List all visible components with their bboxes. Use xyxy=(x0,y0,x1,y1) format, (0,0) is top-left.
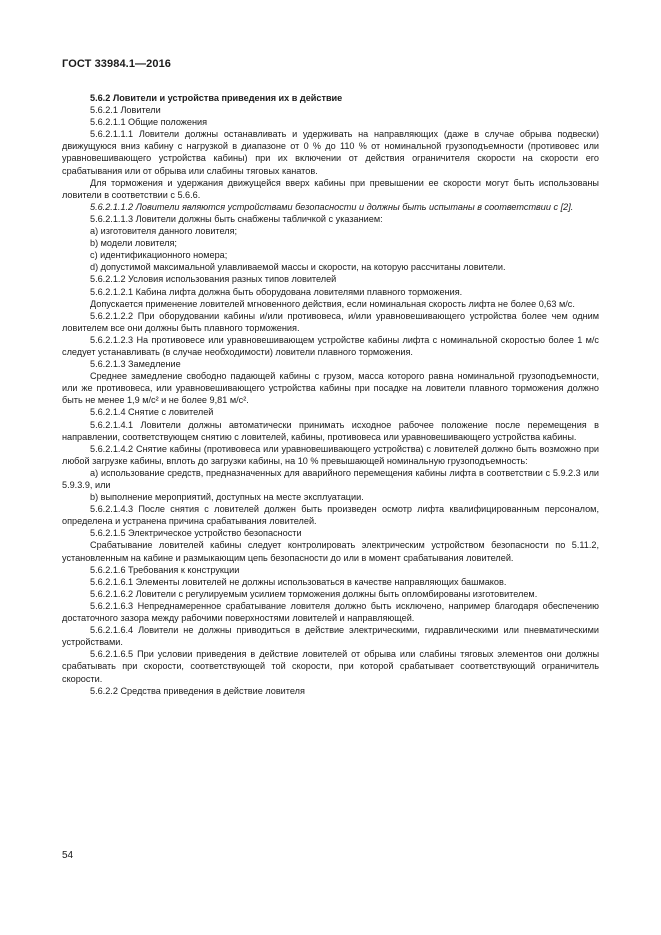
paragraph: a) изготовителя данного ловителя; xyxy=(90,226,238,237)
paragraph: Срабатывание ловителей кабины следует контролировать электрическим устройством безопасности по 5.11.2, установленным на кабине и размыкающим цепь безопасности до или в момент срабатывания ловителей. xyxy=(62,540,599,563)
paragraph: 5.6.2.1.5 Электрическое устройство безопасности xyxy=(90,528,302,539)
paragraph: 5.6.2.1.6.4 Ловители не должны приводиться в действие электрическими, гидравлическими или пневматическими устройствами. xyxy=(62,625,599,648)
paragraph: 5.6.2.1.1 Общие положения xyxy=(90,117,208,128)
paragraph: 5.6.2.1 Ловители xyxy=(90,105,161,116)
paragraph: 5.6.2.1.6.3 Непреднамеренное срабатывание ловителя должно быть исключено, например благодаря обеспечению достаточного зазора между рабочими поверхностями ловителей и направляющей. xyxy=(62,600,599,624)
paragraph: а) использование средств, предназначенных для аварийного перемещения кабины лифта в соответствии с 5.9.2.3 или 5.9.3.9, или xyxy=(62,467,599,490)
paragraph: 5.6.2.1.1.3 Ловители должны быть снабжены табличкой с указанием: xyxy=(90,213,383,224)
paragraph: Для торможения и удержания движущейся вверх кабины при превышении ее скорости могут быть использованы ловители в соответствии с 5.6.6. xyxy=(62,177,599,200)
paragraph: 5.6.2.1.1.1 Ловители должны останавливать и удерживать на направляющих (даже в случае обрыва подвески) движущуюся вниз кабину с нагрузкой в диапазоне от 0 % до 110 % от номинальной грузоподъемности (противовес или уравновешивающего устройства кабины) при их включении от действия ограничителя скорости на скорости его срабатывания или от обрыва или слабины тяговых канатов. xyxy=(62,129,599,176)
paragraph: c) идентификационного номера; xyxy=(90,250,228,261)
paragraph: 5.6.2.1.4 Снятие с ловителей xyxy=(90,407,214,418)
paragraph: 5.6.2.1.6 Требования к конструкции xyxy=(90,564,240,575)
paragraph: 5.6.2.1.3 Замедление xyxy=(90,359,181,370)
paragraph: 5.6.2.1.1.2 Ловители являются устройствами безопасности и должны быть испытаны в соответствии с [2]. xyxy=(90,201,574,212)
paragraph: 5.6.2.1.4.1 Ловители должны автоматически принимать исходное рабочее положение после перемещения в направлении, соответствующем снятию с ловителей, кабины, противовеса или уравновешивающего устройства кабины. xyxy=(62,419,599,442)
paragraph: 5.6.2.1.6.2 Ловители с регулируемым усилием торможения должны быть опломбированы изготовителем. xyxy=(90,588,538,599)
paragraph: Среднее замедление свободно падающей кабины с грузом, масса которого равна номинальной грузоподъемности, или же противовеса, или уравновешивающего устройства кабины при посадке на ловители плавного торможения должно быть не менее 1,9 м/с² и не более 9,81 м/с². xyxy=(62,371,599,406)
paragraph: 5.6.2.1.4.3 После снятия с ловителей должен быть произведен осмотр лифта квалифицированным персоналом, определена и устранена причина срабатывания ловителей. xyxy=(62,504,599,527)
paragraph: 5.6.2.1.2 Условия использования разных типов ловителей xyxy=(90,274,337,285)
paragraph: 5.6.2.1.2.1 Кабина лифта должна быть оборудована ловителями плавного торможения. xyxy=(90,286,463,297)
document-code-header: ГОСТ 33984.1—2016 xyxy=(62,58,172,70)
paragraph: b) модели ловителя; xyxy=(90,238,177,249)
paragraph: 5.6.2.1.6.1 Элементы ловителей не должны использоваться в качестве направляющих башмаков. xyxy=(90,576,507,587)
paragraph: d) допустимой максимальной улавливаемой массы и скорости, на которую рассчитаны ловители. xyxy=(90,262,506,273)
page-number: 54 xyxy=(62,850,74,861)
paragraph: 5.6.2.1.6.5 При условии приведения в действие ловителей от обрыва или слабины тяговых элементов они должны срабатывать при скорости, соответствующей той скорости, при которой срабатывает соответствующий ограничитель скорости. xyxy=(62,649,599,684)
paragraph: 5.6.2.2 Средства приведения в действие ловителя xyxy=(90,685,305,696)
paragraph: 5.6.2.1.4.2 Снятие кабины (противовеса или уравновешивающего устройства) с ловителей должно быть возможно при любой загрузке кабины, вплоть до загрузки кабины, на 10 % превышающей номинальную грузоподъемность: xyxy=(62,443,599,466)
paragraph: 5.6.2.1.2.2 При оборудовании кабины и/или противовеса, и/или уравновешивающего устройства более чем одним ловителем все они должны быть плавного торможения. xyxy=(62,310,599,333)
section-heading: 5.6.2 Ловители и устройства приведения их в действие xyxy=(90,93,343,103)
paragraph: 5.6.2.1.2.3 На противовесе или уравновешивающем устройстве кабины лифта с номинальной скоростью более 1 м/с следует устанавливать (в случае необходимости) ловители плавного торможения. xyxy=(62,334,599,357)
paragraph: Допускается применение ловителей мгновенного действия, если номинальная скорость лифта не более 0,63 м/с. xyxy=(90,298,575,309)
document-body xyxy=(62,92,599,697)
paragraph: b) выполнение мероприятий, доступных на месте эксплуатации. xyxy=(90,492,364,503)
